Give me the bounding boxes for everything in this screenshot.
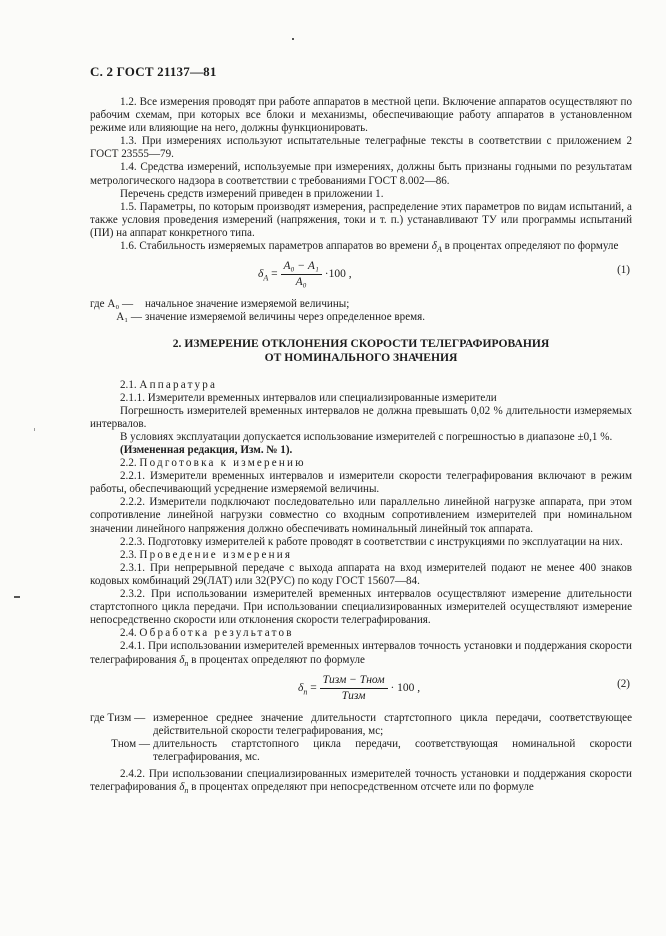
paragraph-1-4-list: Перечень средств измерений приведен в приложении 1. <box>120 187 384 200</box>
formula-1-expression: $\delta_A$ = $\frac{\text{A₀ − A₁}}{\text{A₀}}$ ·100 , <box>258 260 352 289</box>
paragraph-2-4-1-text-a: 2.4.1. При использовании измерителей временных интервалов точность установки и поддержания скорости телеграфирования <box>90 640 632 666</box>
formula-1-number: (1) <box>617 264 630 277</box>
delta-symbol: δ <box>431 240 437 253</box>
paragraph-2-4-1-text-b: в процентах определяют по формуле <box>191 653 365 666</box>
formula-2-lhs: δ <box>298 682 304 695</box>
document-body <box>90 96 632 798</box>
subsection-2-4-heading <box>90 627 632 640</box>
subsection-2-1-number: 2.1. <box>120 378 137 391</box>
formula-2-tail: · 100 , <box>390 682 421 695</box>
subsection-2-2-heading <box>90 457 632 470</box>
section-2-title-line-2: ОТ НОМИНАЛЬНОГО ЗНАЧЕНИЯ <box>264 350 458 364</box>
formula-2-definitions <box>90 712 632 764</box>
subsection-2-4-title: Обработка результатов <box>139 627 294 640</box>
formula-1 <box>90 258 632 294</box>
paragraph-2-4-2 <box>90 768 632 797</box>
paragraph-2-4-1 <box>90 640 632 669</box>
formula-1-denominator: A₀ <box>295 276 307 289</box>
formula-1-lhs: δ <box>258 268 264 281</box>
paragraph-2-1-1-exploitation: В условиях эксплуатации допускается использование измерителей с погрешностью в диапазоне ±0,1 %. <box>120 430 613 443</box>
paragraph-1-5: 1.5. Параметры, по которым производят измерения, распределение этих параметров по видам испытаний, а также условия проведения измерений (напряжения, токи и т. п.) устанавливают ТУ или программы испытаний (ПИ) на аппарат конкретного типа. <box>90 200 632 239</box>
paragraph-2-2-2: 2.2.2. Измерители подключают последовательно или параллельно линейной нагрузке аппарата, при этом сопротивление линейной нагрузки совместно со входным сопротивлением измерителей при номинальном значении линейного напряжения должно обеспечивать номинальный линейный ток аппарата. <box>90 496 632 535</box>
delta-n-subscript-2: п <box>184 786 189 796</box>
definition-t-izm <box>90 712 632 738</box>
paragraph-1-6-text-a: 1.6. Стабильность измеряемых параметров аппаратов во времени <box>120 240 429 253</box>
scan-speck-left <box>34 428 35 431</box>
definition-a0 <box>90 298 632 311</box>
subsection-2-1-title: Аппаратура <box>139 378 218 391</box>
paragraph-2-4-2-text-b: в процентах определяют при непосредственном отсчете или по формуле <box>191 781 534 794</box>
paragraph-2-2-3: 2.2.3. Подготовку измерителей к работе проводят в соответствии с инструкциями по эксплуатации на них. <box>120 535 623 548</box>
subsection-2-2-number: 2.2. <box>120 457 137 470</box>
formula-1-definitions <box>90 298 632 324</box>
formula-1-lhs-sub: A <box>263 273 269 283</box>
paragraph-2-2-1: 2.2.1. Измерители временных интервалов и измерители скорости телеграфирования включают в режим работы, обеспечивающий усреднение измеряемой величины. <box>90 470 632 496</box>
subsection-2-3-heading <box>90 549 632 562</box>
definition-t-nom <box>90 738 632 764</box>
subsection-2-1-heading <box>90 379 632 392</box>
definition-t-izm-text: измеренное среднее значение длительности стартстопного цикла передачи, соответствующее действительной скорости телеграфирования, мс; <box>153 711 632 737</box>
delta-subscript: A <box>436 245 442 255</box>
paragraph-2-4-2-text-a: 2.4.2. При использовании специализированных измерителей точность установки и поддержания скорости телеграфирования <box>90 768 632 794</box>
page-header: С. 2 ГОСТ 21137—81 <box>90 64 217 79</box>
paragraph-2-3-2: 2.3.2. При использовании измерителей временных интервалов осуществляют измерение длительности стартстопного цикла передачи. При использовании специализированных измерителей осуществляют измерение непосредственно скорости или отклонения скорости телеграфирования. <box>90 588 632 627</box>
formula-2-number: (2) <box>617 677 630 690</box>
formula-2-numerator: Tизм − Tном <box>320 674 388 689</box>
definition-t-nom-symbol: Tном — <box>111 738 150 750</box>
subsection-2-4-number: 2.4. <box>120 627 137 640</box>
paragraph-1-3: 1.3. При измерениях используют испытательные телеграфные тексты в соответствии с приложением 2 ГОСТ 23555—79. <box>90 135 632 161</box>
formula-2-expression: $\delta_п$ = $\frac{\text{Tизм − Tном}}{\text{Tизм}}$ · 100 , <box>298 673 421 702</box>
delta-n-symbol: δ <box>179 653 185 666</box>
formula-1-tail: ·100 , <box>324 268 352 281</box>
definition-a0-symbol: где A₀ — <box>90 298 134 311</box>
formula-2-fraction <box>320 674 388 703</box>
definition-a1 <box>90 311 632 324</box>
definition-t-izm-symbol: где Tизм — <box>90 711 146 724</box>
formula-2-lhs-sub: п <box>303 687 308 697</box>
paragraph-2-3-1: 2.3.1. При непрерывной передаче с выхода аппарата на вход измерителей подают не менее 400 знаков кодовых комбинаций 29(ЛАТ) или 32(РУС) по коду ГОСТ 15607—84. <box>90 561 632 587</box>
definition-a0-text: начальное значение измеряемой величины; <box>145 298 350 311</box>
scan-speck-margin <box>14 596 20 598</box>
delta-n-symbol-2: δ <box>179 781 185 794</box>
edit-note: (Измененная редакция, Изм. № 1). <box>120 444 293 456</box>
subsection-2-3-number: 2.3. <box>120 548 137 561</box>
subsection-2-3-title: Проведение измерения <box>139 548 293 561</box>
paragraph-1-6-text-b: в процентах определяют по формуле <box>444 240 619 253</box>
scan-speck <box>292 38 294 40</box>
formula-1-fraction <box>281 260 322 289</box>
paragraph-2-1-1: 2.1.1. Измерители временных интервалов или специализированные измерители <box>120 391 497 404</box>
formula-2 <box>90 672 632 708</box>
section-2-title-line-1: 2. ИЗМЕРЕНИЕ ОТКЛОНЕНИЯ СКОРОСТИ ТЕЛЕГРАФИРОВАНИЯ <box>172 336 550 350</box>
formula-2-denominator: Tизм <box>341 689 366 702</box>
subsection-2-2-title: Подготовка к измерению <box>139 457 306 470</box>
definition-t-nom-text: длительность стартстопного цикла передачи, соответствующая номинальной скорости телеграфирования, мс. <box>153 738 632 764</box>
paragraph-1-2: 1.2. Все измерения проводят при работе аппаратов в местной цепи. Включение аппаратов осуществляют по рабочим схемам, при которых все блоки и механизмы, обеспечивающие работу аппаратов в установленном режиме или влияющие на него, должны функционировать. <box>90 96 632 135</box>
definition-a1-symbol: A₁ — <box>116 311 142 324</box>
delta-n-subscript: п <box>184 658 189 668</box>
formula-1-numerator: A₀ − A₁ <box>281 260 322 275</box>
paragraph-2-1-1-error: Погрешность измерителей временных интервалов не должна превышать 0,02 % длительности измеряемых интервалов. <box>90 404 632 430</box>
paragraph-1-4: 1.4. Средства измерений, используемые при измерениях, должны быть признаны годными по результатам метрологического надзора в соответствии с требованиями ГОСТ 8.002—86. <box>90 161 632 187</box>
section-2-title <box>90 337 632 365</box>
definition-a1-text: значение измеряемой величины через определенное время. <box>145 311 426 324</box>
paragraph-1-6 <box>90 240 632 256</box>
